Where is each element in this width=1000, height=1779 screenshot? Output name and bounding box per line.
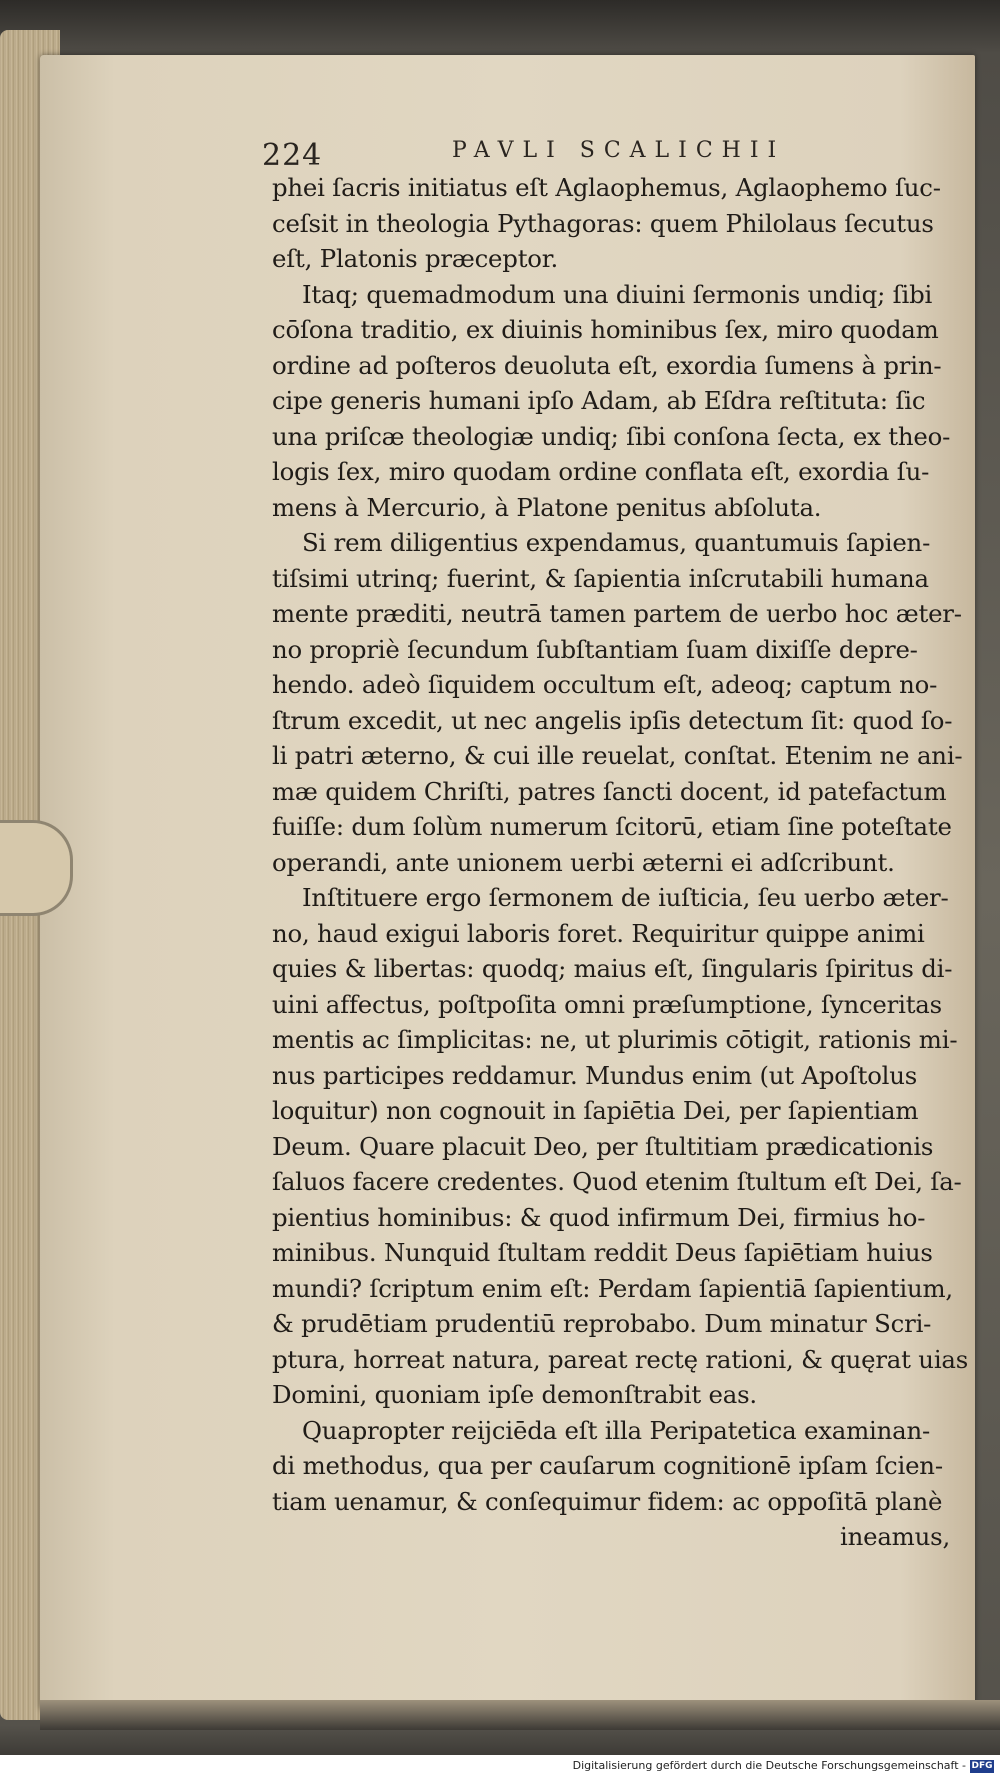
text-line: una priſcæ theologiæ undiq; ſibi conſona ſecta, ex theo-	[272, 421, 951, 451]
text-line: tiam uenamur, & conſequimur fidem: ac oppoſitā planè	[272, 1486, 943, 1516]
paragraph-start-line: Itaq; quemadmodum una diuini ſermonis undiq; ſibi	[302, 279, 933, 309]
text-line: li patri æterno, & cui ille reuelat, conſtat. Etenim ne ani-	[272, 741, 963, 770]
text-line: minibus. Nunquid ſtultam reddit Deus ſapiētiam huius	[272, 1238, 933, 1267]
text-line: phei ſacris initiatus eſt Aglaophemus, Aglaophemo ſuc-	[272, 173, 941, 202]
footer-credit: Digitalisierung gefördert durch die Deutsche Forschungsgemeinschaft -	[572, 1759, 966, 1772]
text-line: mæ quidem Chriſti, patres ſancti docent, id patefactum	[272, 776, 947, 806]
text-line: pientius hominibus: & quod infirmum Dei, firmius ho-	[272, 1202, 926, 1232]
text-line: di methodus, qua per cauſarum cognitionē ipſam ſcien-	[272, 1451, 943, 1480]
paragraph-start-line: Quapropter reijciēda eſt illa Peripatetica examinan-	[302, 1415, 931, 1445]
catchword: ineamus,	[840, 1522, 950, 1551]
text-line: eſt, Platonis præceptor.	[272, 244, 559, 273]
text-line: quies & libertas: quodq; maius eſt, ſingularis ſpiritus di-	[272, 954, 953, 983]
dfg-logo: DFG	[971, 1761, 993, 1771]
text-line: fuiſſe: dum ſolùm numerum ſcitorū, etiam ſine poteſtate	[272, 812, 952, 841]
text-line: mente præditi, neutrā tamen partem de uerbo hoc æter-	[272, 599, 962, 628]
text-line: cipe generis humani ipſo Adam, ab Eſdra reſtituta: ſic	[272, 386, 926, 415]
text-line: operandi, ante unionem uerbi æterni ei adſcribunt.	[272, 847, 895, 877]
text-line: mentis ac ſimplicitas: ne, ut plurimis cōtigit, rationis mi-	[272, 1025, 958, 1054]
paragraph-start-line: Si rem diligentius expendamus, quantumuis ſapien-	[302, 528, 931, 557]
header-title: PAVLI SCALICHII	[452, 138, 786, 163]
text-line: ſaluos facere credentes. Quod etenim ſtultum eſt Dei, ſa-	[272, 1167, 962, 1196]
text-line: loquitur) non cognouit in ſapiētia Dei, per ſapientiam	[272, 1096, 919, 1125]
text-line: & prudētiam prudentiū reprobabo. Dum minatur Scri-	[272, 1309, 932, 1338]
text-line: Deum. Quare placuit Deo, per ſtultitiam prædicationis	[272, 1131, 934, 1161]
digitization-footer	[0, 1755, 1000, 1779]
text-line: ordine ad poſteros deuoluta eſt, exordia ſumens à prin-	[272, 350, 942, 380]
page-bottom-edge	[40, 1700, 1000, 1730]
text-line: ſtrum excedit, ut nec angelis ipſis detectum ſit: quod ſo-	[272, 705, 953, 735]
body-text	[272, 170, 969, 1555]
text-line: ceſsit in theologia Pythagoras: quem Philolaus ſecutus	[272, 208, 934, 238]
paragraph-start-line: Inſtituere ergo ſermonem de iuſticia, ſeu uerbo æter-	[302, 883, 949, 912]
text-line: no propriè ſecundum ſubſtantiam ſuam dixiſſe depre-	[272, 634, 918, 664]
page-clip	[0, 820, 73, 916]
text-line: mens à Mercurio, à Platone penitus abſoluta.	[272, 492, 822, 522]
text-line: hendo. adeò ſiquidem occultum eſt, adeoq; captum no-	[272, 670, 938, 699]
text-line: tiſsimi utrinq; fuerint, & ſapientia inſcrutabili humana	[272, 563, 929, 593]
text-line: mundi? ſcriptum enim eſt: Perdam ſapientiā ſapientium,	[272, 1273, 953, 1303]
text-line: logis ſex, miro quodam ordine conflata eſt, exordia ſu-	[272, 457, 930, 486]
text-line: ptura, horreat natura, pareat rectę rationi, & quęrat uias	[272, 1344, 969, 1374]
text-line: no, haud exigui laboris foret. Requiritur quippe animi	[272, 918, 925, 948]
text-line: uini affectus, poſtpoſita omni præſumptione, ſynceritas	[272, 989, 942, 1019]
page-number: 224	[262, 138, 323, 173]
text-line: cōſona traditio, ex diuinis hominibus ſex, miro quodam	[272, 315, 939, 344]
text-line: Domini, quoniam ipſe demonſtrabit eas.	[272, 1380, 757, 1409]
text-line: nus participes reddamur. Mundus enim (ut Apoſtolus	[272, 1060, 918, 1090]
